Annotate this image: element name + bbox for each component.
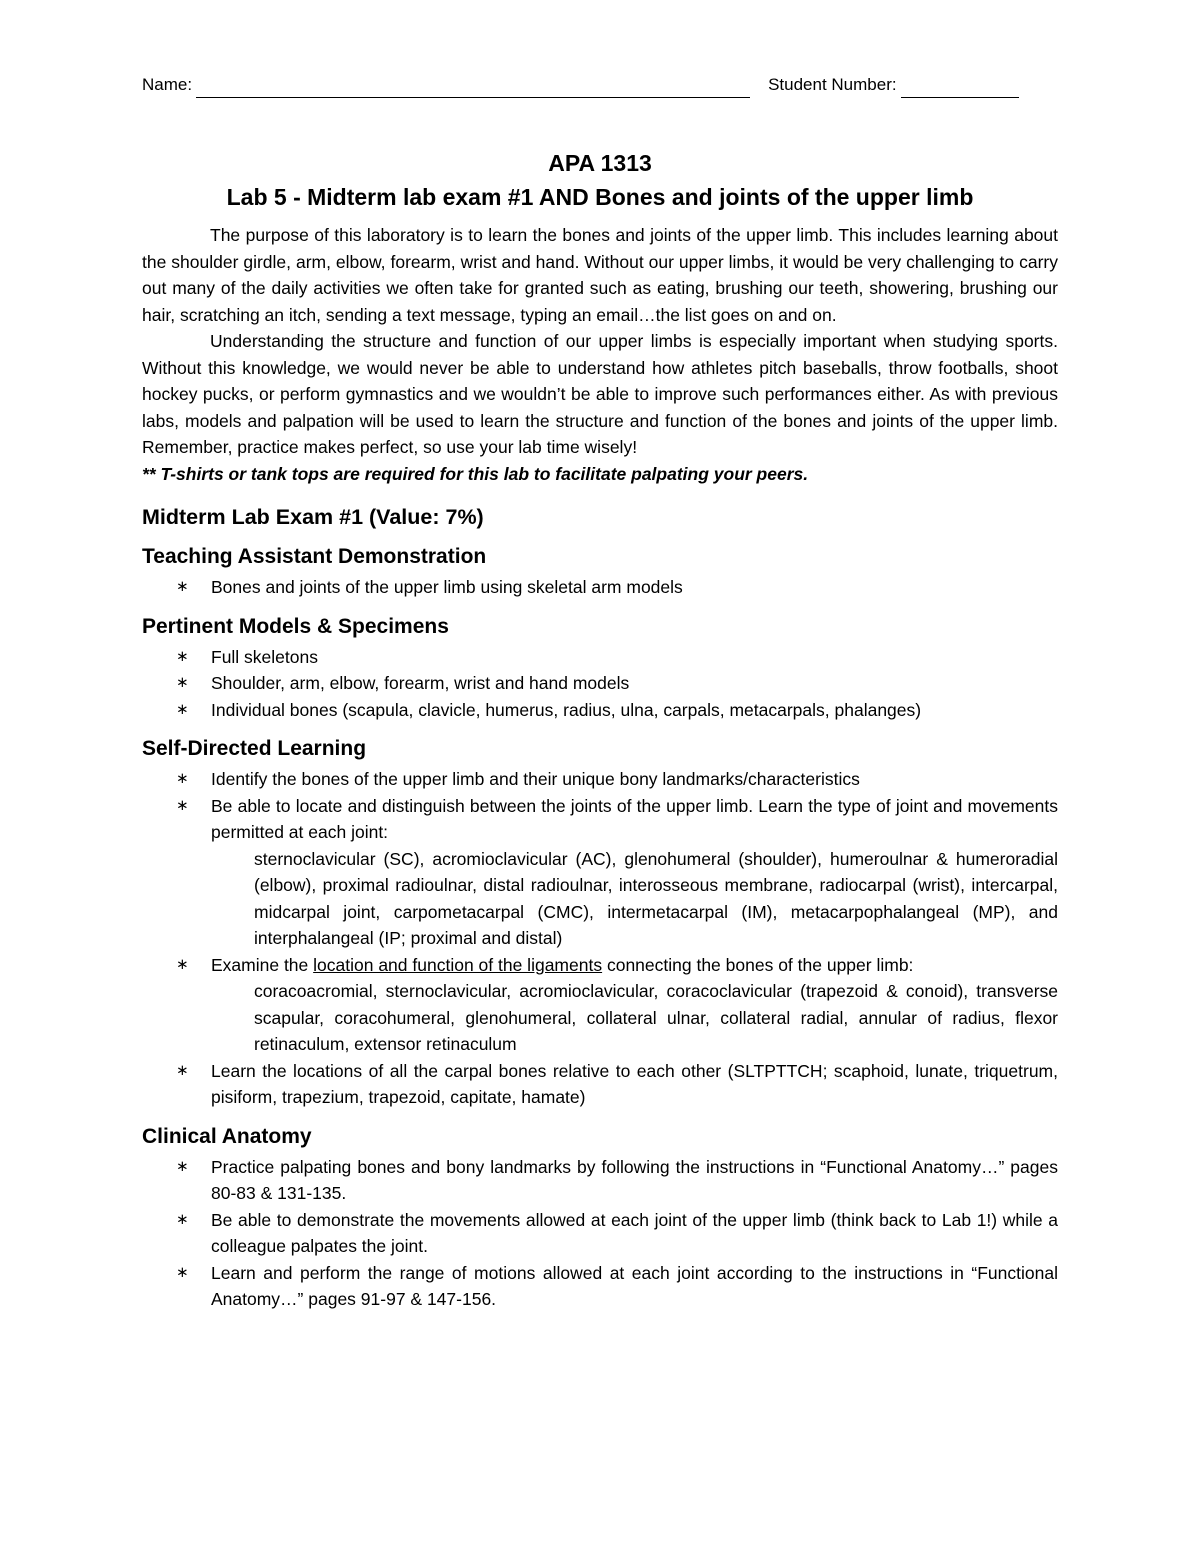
list-item: ∗ Practice palpating bones and bony landmarks by following the instructions in “Functional Anatomy…” pages 80-83 & 131-135. xyxy=(142,1154,1058,1207)
bullet-icon: ∗ xyxy=(176,796,189,814)
list-item: ∗ Be able to demonstrate the movements allowed at each joint of the upper limb (think back to Lab 1!) while a colleague palpates the joint. xyxy=(142,1207,1058,1260)
bullet-icon: ∗ xyxy=(176,1210,189,1228)
models-list xyxy=(142,644,1058,724)
bullet-icon: ∗ xyxy=(176,700,189,718)
bullet-icon: ∗ xyxy=(176,647,189,665)
intro-paragraph-1: The purpose of this laboratory is to learn the bones and joints of the upper limb. This includes learning about the shoulder girdle, arm, elbow, forearm, wrist and hand. Without our upper limbs, it would be very challenging to carry out many of the daily activities we often take for granted such as eating, brushing our teeth, showering, brushing our hair, scratching an itch, sending a text message, typing an email…the list goes on and on. xyxy=(142,225,1058,325)
bullet-icon: ∗ xyxy=(176,955,189,973)
underlined-ligaments-text: location and function of the ligaments xyxy=(313,954,603,975)
joints-list-text: sternoclavicular (SC), acromioclavicular (AC), glenohumeral (shoulder), humeroulnar & humeroradial (elbow), proximal radioulnar, distal radioulnar, interosseous membrane, radiocarpal (wrist), intercarpal, midcarpal joint, carpometacarpal (CMC), intermetacarpal (IM), metacarpophalangeal (MP), and interphalangeal (IP; proximal and distal) xyxy=(254,848,1058,948)
course-code: APA 1313 xyxy=(548,150,652,176)
self-directed-heading: Self-Directed Learning xyxy=(142,737,367,760)
name-label: Name: xyxy=(142,74,193,94)
list-item: ∗ Learn and perform the range of motions allowed at each joint according to the instructions in “Functional Anatomy…” pages 91-97 & 147-156. xyxy=(142,1260,1058,1313)
list-item: ∗ Bones and joints of the upper limb using skeletal arm models xyxy=(142,574,1058,601)
ta-demo-heading: Teaching Assistant Demonstration xyxy=(142,545,487,568)
list-item: ∗ Full skeletons xyxy=(142,644,1058,671)
midterm-heading: Midterm Lab Exam #1 (Value: 7%) xyxy=(142,505,484,529)
list-item: ∗ Learn the locations of all the carpal bones relative to each other (SLTPTTCH; scaphoid, lunate, triquetrum, pisiform, trapezium, trapezoid, capitate, hamate) xyxy=(142,1058,1058,1111)
intro-paragraph-2: Understanding the structure and function of our upper limbs is especially important when studying sports. Without this knowledge, we would never be able to understand how athletes pitch baseballs, throw footballs, shoot hockey pucks, or perform gymnastics and we wouldn’t be able to improve such performances either. As with previous labs, models and palpation will be used to learn the structure and function of the bones and joints of the upper limb. Remember, practice makes perfect, so use your lab time wisely! xyxy=(142,331,1058,457)
name-field[interactable] xyxy=(196,77,750,98)
list-item: ∗ Identify the bones of the upper limb and their unique bony landmarks/characteristics xyxy=(142,766,1058,793)
clinical-heading: Clinical Anatomy xyxy=(142,1124,312,1148)
bullet-icon: ∗ xyxy=(176,1263,189,1281)
document-page xyxy=(142,72,1058,1313)
self-directed-list xyxy=(142,766,1058,1111)
list-item: ∗ Be able to locate and distinguish between the joints of the upper limb. Learn the type of joint and movements permitted at each joint: sternoclavicular (SC), acromioclavicular (AC), glenohumeral (shoulder), humeroulnar & humeroradial (elbow), proximal radioulnar, distal radioulnar, interosseous membrane, radiocarpal (wrist), intercarpal, midcarpal joint, carpometacarpal (CMC), intermetacarpal (IM), metacarpophalangeal (MP), and interphalangeal (IP; proximal and distal) xyxy=(142,793,1058,952)
bullet-icon: ∗ xyxy=(176,578,189,595)
student-number-label: Student Number: xyxy=(768,74,897,94)
list-item: ∗ Shoulder, arm, elbow, forearm, wrist and hand models xyxy=(142,670,1058,697)
bullet-icon: ∗ xyxy=(176,770,189,787)
clinical-list xyxy=(142,1154,1058,1313)
ta-demo-list xyxy=(142,574,1058,601)
list-item: ∗ Individual bones (scapula, clavicle, humerus, radius, ulna, carpals, metacarpals, phalanges) xyxy=(142,697,1058,724)
clothing-note: ** T-shirts or tank tops are required for this lab to facilitate palpating your peers. xyxy=(142,463,809,484)
header-fields xyxy=(142,72,1058,98)
lab-title: Lab 5 - Midterm lab exam #1 AND Bones and joints of the upper limb xyxy=(226,184,974,210)
models-heading: Pertinent Models & Specimens xyxy=(142,614,449,638)
bullet-icon: ∗ xyxy=(176,1157,189,1175)
student-number-field[interactable] xyxy=(901,77,1019,98)
list-item: ∗ Examine the location and function of the ligaments connecting the bones of the upper limb: coracoacromial, sternoclavicular, acromioclavicular, coracoclavicular (trapezoid & conoid), transverse scapular, coracohumeral, glenohumeral, collateral ulnar, collateral radial, annular of radius, flexor retinaculum, extensor retinaculum xyxy=(142,952,1058,1058)
ligaments-list-text: coracoacromial, sternoclavicular, acromioclavicular, coracoclavicular (trapezoid & conoid), transverse scapular, coracohumeral, glenohumeral, collateral ulnar, collateral radial, annular of radius, flexor retinaculum, extensor retinaculum xyxy=(254,981,1058,1054)
bullet-icon: ∗ xyxy=(176,674,189,691)
bullet-icon: ∗ xyxy=(176,1061,189,1079)
